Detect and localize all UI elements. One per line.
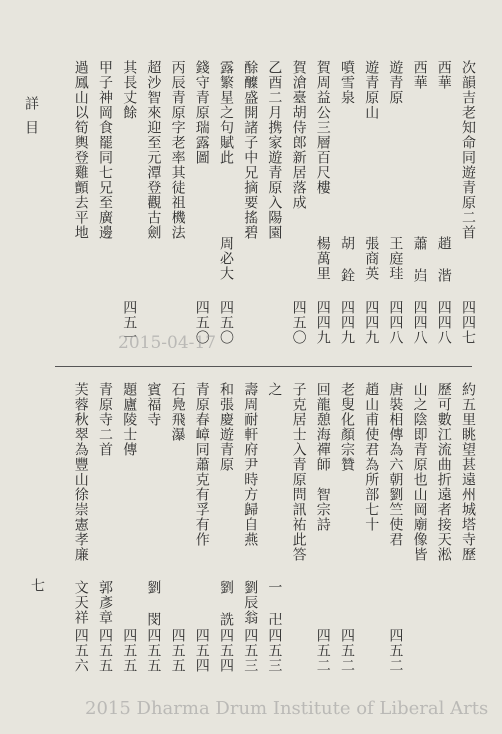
toc-entry-title: 青原寺二首 [97, 382, 113, 457]
toc-entry-page: 四五六 [72, 628, 89, 673]
toc-entry-page: 四四八 [435, 300, 452, 345]
toc-entry-author: 張商英 [363, 236, 380, 281]
toc-entry-page: 四五一 [121, 300, 138, 345]
toc-entry-title: 錢守青原瑞露圖 [193, 60, 210, 165]
toc-entry-author: 一 卍 [266, 580, 283, 627]
toc-entry-author: 文天祥 [72, 580, 89, 625]
toc-entry-page: 四五〇 [218, 300, 234, 345]
toc-entry-page: 四五〇 [193, 300, 210, 345]
toc-entry-page: 四五二 [339, 628, 355, 673]
toc-entry-title: 回龍憩海禪師 智宗詩 [314, 382, 331, 532]
toc-entry-title: 芙蓉秋翠為豐山徐崇憲孝廉 [72, 382, 89, 562]
date-watermark: 2015-04-17 [118, 333, 217, 353]
toc-entry-page: 四四八 [411, 300, 428, 345]
page-number: 七 [29, 578, 45, 593]
toc-entry-author: 郭彥章 [97, 580, 113, 625]
toc-entry-page: 四五〇 [290, 300, 307, 345]
toc-entry-page: 四四九 [339, 300, 355, 345]
toc-entry-page: 四四七 [460, 300, 476, 345]
toc-entry-title: 壽周耐軒府尹時方歸自燕 [242, 382, 259, 547]
toc-entry-title: 過鳳山以筍輿登雞顫去平地 [72, 60, 89, 240]
toc-entry-title: 遊青原山 [363, 60, 380, 120]
toc-entry-author: 劉 詵 [218, 580, 234, 627]
toc-entry-author: 王庭珪 [387, 236, 404, 281]
toc-entry-page: 四五二 [314, 628, 331, 673]
toc-entry-author: 劉辰翁 [242, 580, 259, 625]
toc-entry-title: 賀周益公三層百尺樓 [314, 60, 331, 195]
toc-entry-page: 四五五 [121, 628, 138, 673]
toc-entry-title: 噴雪泉 [339, 60, 355, 105]
toc-entry-page: 四五二 [387, 628, 404, 673]
toc-entry-author: 楊萬里 [314, 236, 331, 281]
toc-entry-title: 酴醾盛開諸子中兄摘要搖碧 [242, 60, 259, 240]
toc-entry-title: 山之陰即青原也山岡廟像皆 [411, 382, 428, 562]
institute-watermark: 2015 Dharma Drum Institute of Liberal Arts [85, 698, 489, 719]
toc-entry-title: 之 [266, 382, 283, 397]
toc-entry-page: 四五三 [266, 628, 283, 673]
margin-label: 詳目 [23, 96, 39, 144]
toc-entry-title: 題廬陵士傳 [121, 382, 138, 457]
toc-entry-title: 次韻吉老知命同遊青原二首 [460, 60, 476, 240]
toc-entry-page: 四五四 [193, 628, 210, 673]
toc-entry-author: 周必大 [218, 236, 234, 281]
toc-entry-title: 約五里眺望甚遠州城塔寺歷 [460, 382, 476, 562]
toc-entry-title: 賀滄臺胡侍郎新居落成 [290, 60, 307, 210]
toc-entry-title: 西華 [411, 60, 428, 90]
section-divider [55, 366, 472, 367]
toc-entry-title: 丙辰青原字老率其徒祖機法 [169, 60, 186, 240]
toc-entry-author: 劉 閔 [145, 580, 162, 627]
toc-entry-title: 老叟化顏宗贊 [339, 382, 355, 472]
toc-entry-page: 四五三 [242, 628, 259, 673]
toc-entry-author: 胡 銓 [339, 236, 355, 283]
toc-entry-title: 歷可數江流曲折遠者接天淞 [435, 382, 452, 562]
toc-entry-title: 子克居士入青原問訊祐此答 [290, 382, 307, 562]
toc-entry-title: 乙酉二月携家遊青原入陽園 [266, 60, 283, 240]
toc-entry-page: 四五五 [97, 628, 113, 673]
toc-entry-page: 四四八 [387, 300, 404, 345]
toc-entry-title: 其長丈餘 [121, 60, 138, 120]
toc-entry-page: 四四九 [314, 300, 331, 345]
toc-entry-page: 四五五 [145, 628, 162, 673]
toc-entry-title: 石鳧飛瀑 [169, 382, 186, 442]
toc-entry-author: 蕭 岿 [411, 236, 428, 283]
toc-entry-page: 四五五 [169, 628, 186, 673]
toc-entry-title: 唐裝相傳為六朝劉竺使君 [387, 382, 404, 547]
toc-entry-title: 青原春嶂同蕭克有孚有作 [193, 382, 210, 547]
toc-entry-title: 超沙智來迎至元潭登觀古劍 [145, 60, 162, 240]
toc-entry-title: 和張慶遊青原 [218, 382, 234, 472]
toc-entry-author: 趙 湝 [435, 236, 452, 283]
toc-entry-title: 甲子神岡食罷同七兄至廣邊 [97, 60, 113, 240]
toc-entry-title: 西華 [435, 60, 452, 90]
toc-entry-page: 四四九 [363, 300, 380, 345]
toc-entry-title: 賓福寺 [145, 382, 162, 427]
toc-entry-title: 趙山甫使君為所部七十 [363, 382, 380, 532]
toc-entry-title: 遊青原 [387, 60, 404, 105]
toc-entry-page: 四五四 [218, 628, 234, 673]
toc-entry-title: 露繁星之句賦此 [218, 60, 234, 165]
